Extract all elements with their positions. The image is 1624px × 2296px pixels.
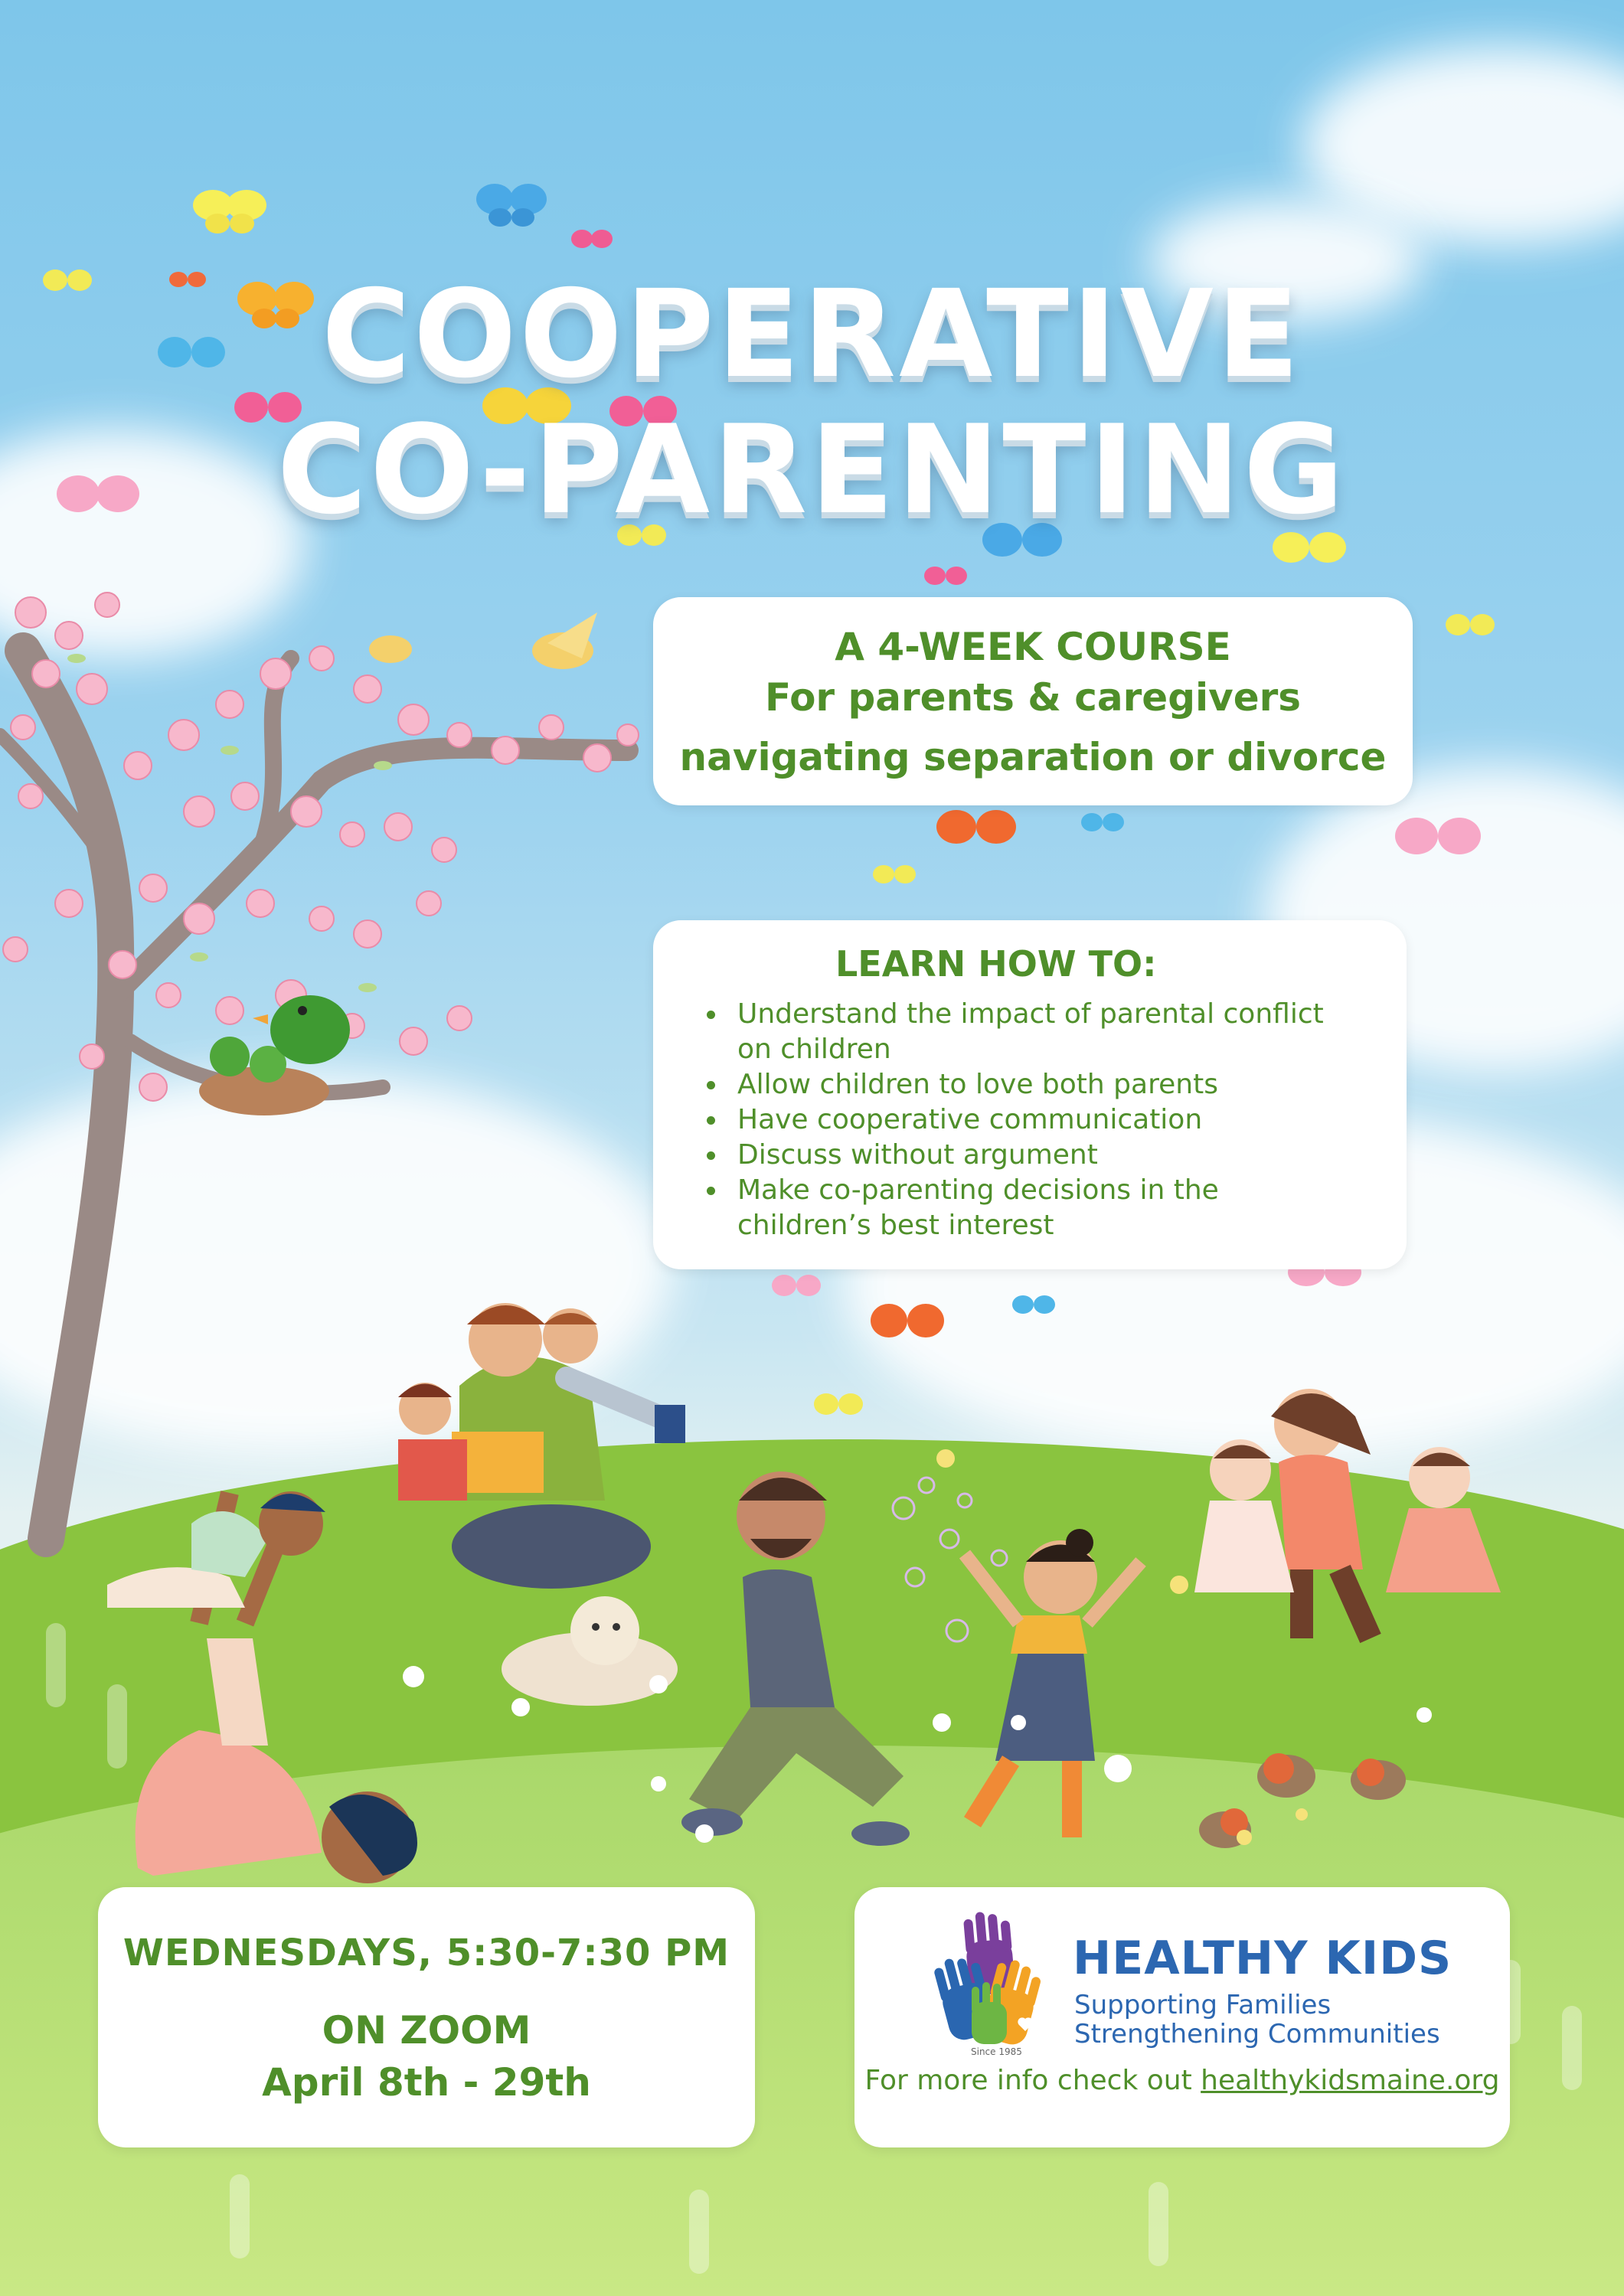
list-item: Allow children to love both parents: [737, 1067, 1335, 1102]
yellow-bird-icon: [369, 612, 597, 669]
title-line-2: CO-PARENTING: [276, 398, 1348, 541]
learn-heading: LEARN HOW TO:: [835, 943, 1157, 985]
list-item: Discuss without argument: [737, 1138, 1335, 1173]
robin-icon: [1199, 1753, 1406, 1848]
organization-name: HEALTHY KIDS: [1073, 1932, 1452, 1985]
schedule-days: WEDNESDAYS, 5:30-7:30 PM: [123, 1932, 730, 1974]
mother-with-children-icon: [1194, 1389, 1501, 1638]
organization-tagline-2: Strengthening Communities: [1074, 2019, 1440, 2049]
girl-in-overalls-icon: [965, 1529, 1141, 1837]
parent-lifting-child-icon: [107, 1491, 417, 1883]
list-item: Make co-parenting decisions in the children’s best interest: [737, 1173, 1335, 1243]
info-text: [854, 2065, 1510, 2096]
website-link[interactable]: healthykidsmaine.org: [1201, 2065, 1500, 2096]
since-label: Since 1985: [971, 2046, 1022, 2057]
course-heading: A 4-WEEK COURSE: [835, 625, 1231, 669]
hands-logo-icon: [912, 1910, 1065, 2063]
schedule-location: ON ZOOM: [322, 2008, 531, 2053]
schedule-dates: April 8th - 29th: [262, 2060, 591, 2105]
man-blowing-bubbles-icon: [681, 1471, 1007, 1846]
course-audience: For parents & caregivers: [764, 675, 1302, 720]
learn-list: [737, 997, 1335, 1243]
info-prefix: For more info check out: [864, 2065, 1201, 2096]
organization-tagline-1: Supporting Families: [1074, 1990, 1332, 2020]
learn-card: [653, 920, 1407, 1269]
schedule-card: [98, 1887, 755, 2147]
list-item: Have cooperative communication: [737, 1102, 1335, 1138]
list-item: Understand the impact of parental conflict on children: [737, 997, 1335, 1067]
title-line-1: COOPERATIVE: [322, 264, 1302, 405]
course-situation: navigating separation or divorce: [679, 735, 1387, 779]
family-reading-icon: [398, 1303, 685, 1589]
info-card: [854, 1887, 1510, 2147]
course-card: [653, 597, 1413, 805]
